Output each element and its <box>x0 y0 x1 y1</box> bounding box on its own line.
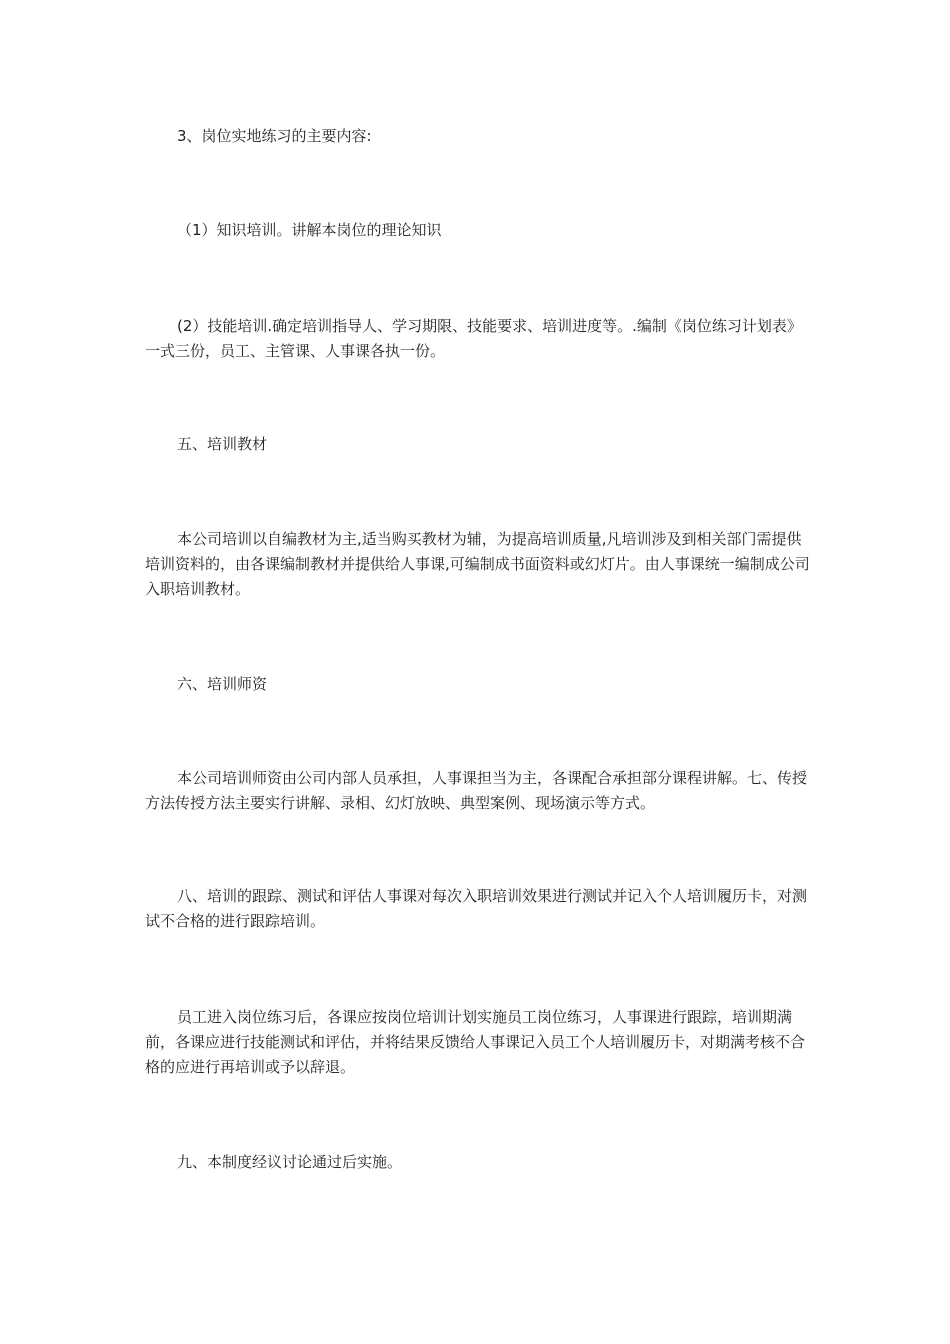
section-heading-training-teachers: 六、培训师资 <box>177 675 268 693</box>
section-heading-training-materials: 五、培训教材 <box>177 435 268 453</box>
paragraph-job-practice-heading: 3、岗位实地练习的主要内容: <box>177 127 372 145</box>
paragraph-training-teachers: 本公司培训师资由公司内部人员承担，人事课担当为主，各课配合承担部分课程讲解。七、传授方法传授方法主要实行讲解、录相、幻灯放映、典型案例、现场演示等方式。 <box>145 769 808 812</box>
paragraph-job-practice-followup: 员工进入岗位练习后，各课应按岗位培训计划实施员工岗位练习，人事课进行跟踪，培训期满前，各课应进行技能测试和评估，并将结果反馈给人事课记入员工个人培训履历卡，对期满考核不合格的应进行再培训或予以辞退。 <box>145 1008 806 1076</box>
paragraph-knowledge-training: （1）知识培训。讲解本岗位的理论知识 <box>177 221 442 239</box>
section-heading-implementation: 九、本制度经议讨论通过后实施。 <box>177 1153 403 1171</box>
paragraph-training-materials: 本公司培训以自编教材为主,适当购买教材为辅，为提高培训质量,凡培训涉及到相关部门需提供培训资料的，由各课编制教材并提供给人事课,可编制成书面资料或幻灯片。由人事课统一编制成公司入职培训教材。 <box>145 530 810 598</box>
paragraph-skill-training: (2）技能培训.确定培训指导人、学习期限、技能要求、培训进度等。.编制《岗位练习计划表》一式三份，员工、主管课、人事课各执一份。 <box>145 317 802 360</box>
paragraph-tracking-testing-evaluation: 八、培训的跟踪、测试和评估人事课对每次入职培训效果进行测试并记入个人培训履历卡，对测试不合格的进行跟踪培训。 <box>145 887 808 930</box>
